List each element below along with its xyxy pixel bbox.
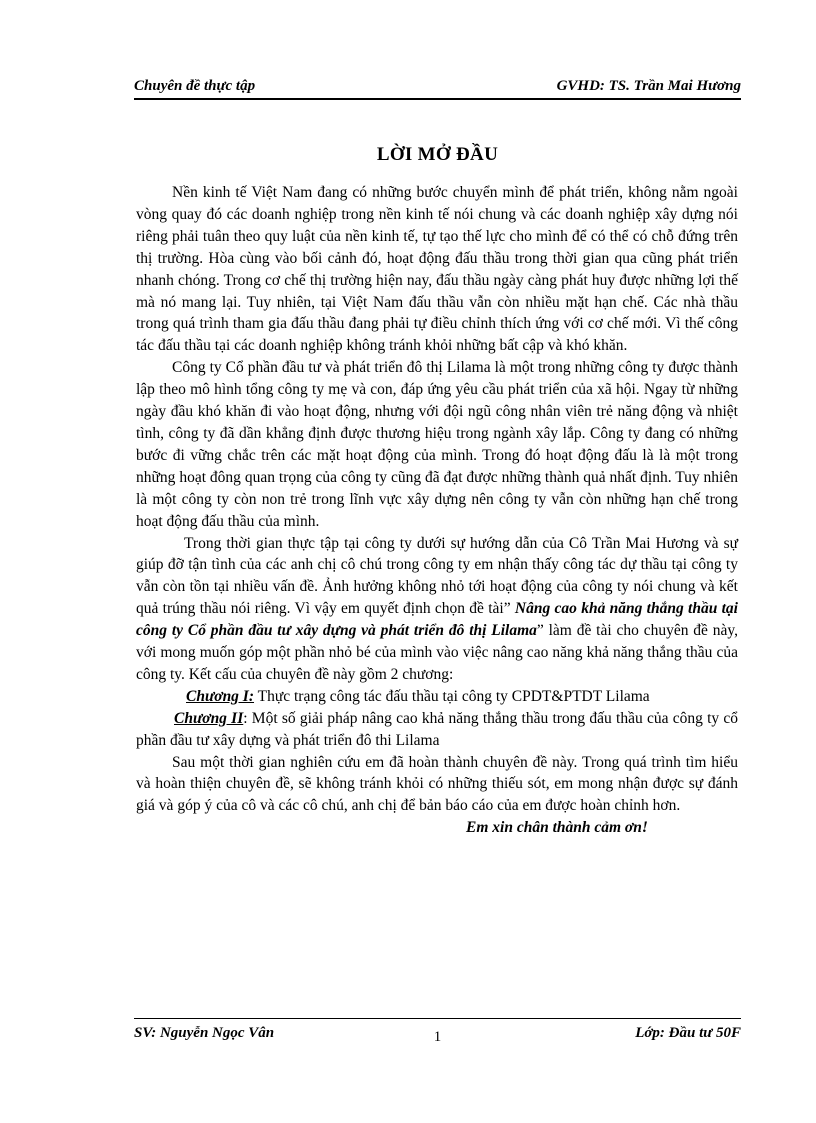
chapter-1-label: Chương I: bbox=[186, 687, 255, 705]
footer-class-name: Lớp: Đầu tư 50F bbox=[635, 1025, 741, 1041]
page-title: LỜI MỞ ĐẦU bbox=[376, 144, 499, 165]
chapter-1-line bbox=[136, 686, 738, 708]
footer-student-name: SV: Nguyễn Ngọc Vân bbox=[134, 1025, 275, 1041]
chapter-1-text: Thực trạng công tác đấu thầu tại công ty CPDT&PTDT Lilama bbox=[254, 687, 650, 705]
paragraph-4: Sau một thời gian nghiên cứu em đã hoàn thành chuyên đề này. Trong quá trình tìm hiểu và hoàn thiện chuyên đề, sẽ không tránh khỏi có những thiếu sót, em mong nhận được sự đánh giá và góp ý của cô và các cô chú, anh chị để bản báo cáo của em được hoàn chỉnh hơn. bbox=[136, 753, 738, 815]
chapter-2-label: Chương II bbox=[174, 709, 244, 727]
page-number: 1 bbox=[433, 1029, 442, 1045]
chapter-2-text: : Một số giải pháp nâng cao khả năng thắng thầu trong đấu thầu của công ty cổ phần đầu tư xây dựng và phát triển đô thi Lilama bbox=[136, 709, 739, 749]
paragraph-3-intro: Trong thời gian thực tập tại công ty dưới sự hướng dẫn của Cô Trần Mai Hương và sự giúp đỡ tận tình của các anh chị cô chú trong công ty em nhận thấy công tác dự thầu tại công ty vẫn còn tồn tại nhiều vấn đề. Ảnh hưởng không nhỏ tới hoạt động của công ty nói chung và kết quả trúng thầu nói riêng. Vì vậy em quyết định chọn đề tài” bbox=[136, 534, 738, 618]
paragraph-2: Công ty Cổ phần đầu tư và phát triển đô thị Lilama là một trong những công ty được thành lập theo mô hình tổng công ty mẹ và con, đáp ứng yêu cầu phát triển của xã hội. Ngay từ những ngày đầu khó khăn đi vào hoạt động, nhưng với đội ngũ công nhân viên trẻ năng động và nhiệt tình, công ty đã dần khẳng định được thương hiệu trong ngành xây lắp. Công ty đang có những bước đi vững chắc trên các mặt hoạt động của mình. Trong đó hoạt động đấu là là một trong những hoạt đông quan trọng của công ty cũng đã đạt được những thành quả nhất định. Tuy nhiên là một công ty còn non trẻ trong lĩnh vực xây dựng nên công ty vẫn còn những hạn chế trong hoạt động đấu thầu của mình. bbox=[136, 359, 738, 530]
document-body bbox=[136, 182, 738, 839]
page-footer bbox=[134, 1018, 741, 1049]
thesis-topic: Nâng cao khả năng thắng thầu tại công ty Cổ phần đầu tư xây dựng và phát triển đô thị Lilama bbox=[136, 600, 738, 640]
paragraph-1: Nền kinh tế Việt Nam đang có những bước chuyển mình để phát triển, không nằm ngoài vòng quay đó các doanh nghiệp trong nền kinh tế nói chung và các doanh nghiệp xây dựng nói riêng phải tuân theo quy luật của nền kinh tế, tự tạo thế lực cho mình để có thể có chỗ đứng trên thị trường. Hòa cùng vào bối cảnh đó, hoạt động đấu thầu trong thời gian qua cũng phát triển nhanh chóng. Trong cơ chế thị trường hiện nay, đấu thầu ngày càng phát huy được những lợi thế mà nó mang lại. Tuy nhiên, tại Việt Nam đấu thầu vẫn còn nhiều mặt hạn chế. Các nhà thầu trong quá trình tham gia đấu thầu đang phải tự điều chỉnh thích ứng với cơ chế mới. Vì thế công tác đấu thầu tại các doanh nghiệp không tránh khỏi những bất cập và khó khăn. bbox=[136, 184, 738, 355]
paragraph-3-rest: ” làm đề tài cho chuyên đề này, với mong muốn góp một phần nhỏ bé của mình vào việc nâng cao năng khả năng thắng thầu của công ty. Kết cấu của chuyên đề này gồm 2 chương: bbox=[136, 622, 738, 683]
page-header bbox=[134, 76, 741, 100]
paragraph-3 bbox=[136, 533, 738, 686]
header-supervisor: GVHD: TS. Trần Mai Hương bbox=[556, 78, 741, 94]
closing-thanks: Em xin chân thành cảm ơn! bbox=[466, 819, 648, 837]
header-course-title: Chuyên đề thực tập bbox=[134, 78, 256, 94]
chapter-2-line bbox=[136, 708, 738, 752]
